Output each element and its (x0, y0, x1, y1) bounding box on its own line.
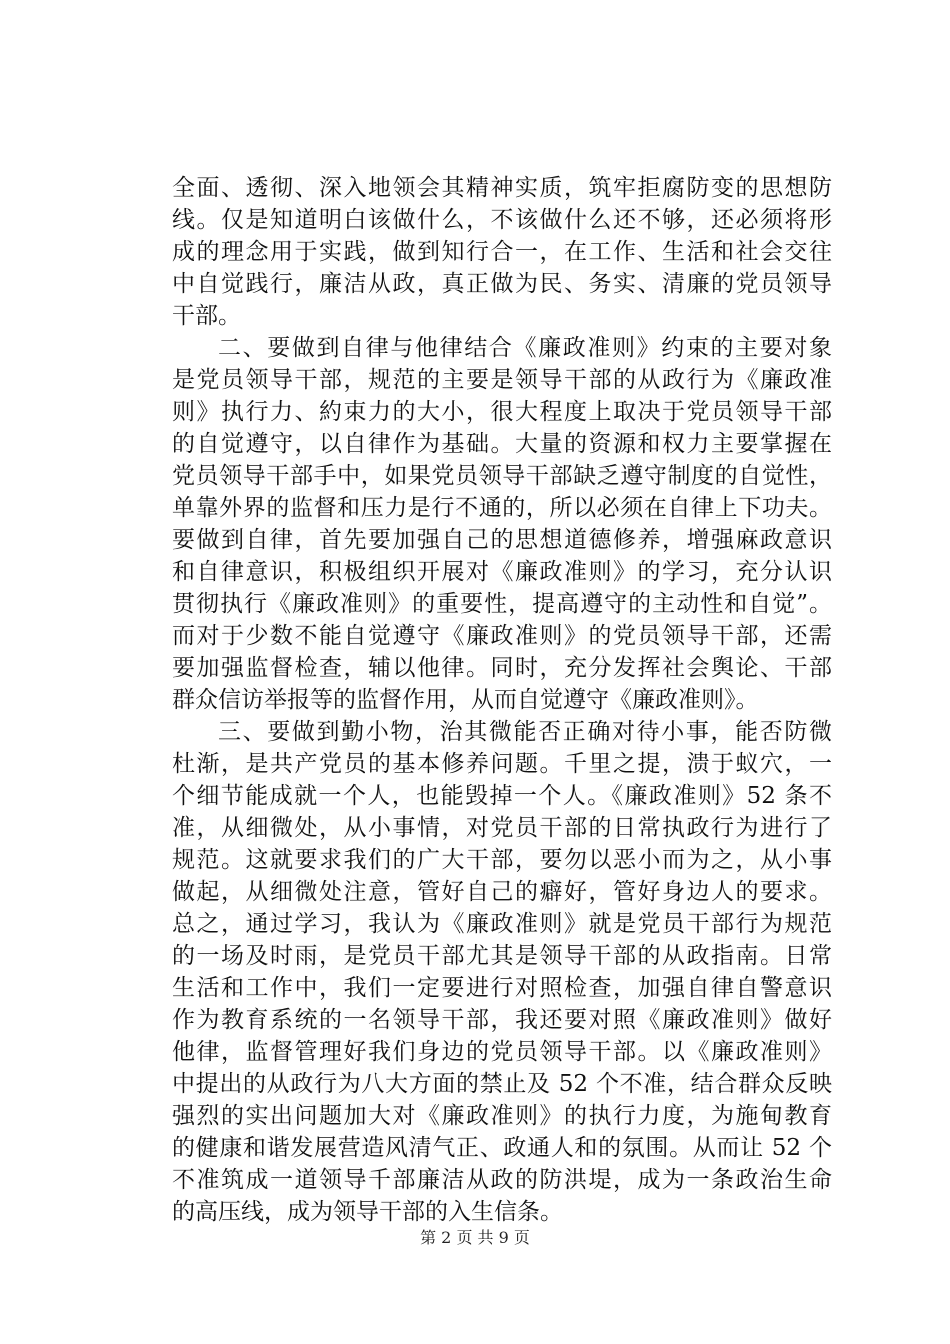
text-line: 做起，从细微处注意，管好自己的癖好，管好身边人的要求。 (172, 879, 832, 905)
text-line: 中自觉践行，廉洁从政，真正做为民、务实、清廉的党员领导 (172, 271, 832, 297)
text-line: 强烈的实出问题加大对《廉政准则》的执行力度，为施甸教育 (172, 1103, 832, 1129)
text-line: 单靠外界的监督和压力是行不通的，所以必须在自律上下功夫。 (172, 495, 832, 521)
text-line: 规范。这就要求我们的广大干部，要勿以恶小而为之，从小事 (172, 847, 832, 873)
text-line: 全面、透彻、深入地领会其精神实质，筑牢拒腐防变的思想防 (172, 175, 832, 201)
body-text (172, 172, 832, 1228)
text-line: 准，从细微处，从小事情，对党员干部的日常执政行为进行了 (172, 815, 832, 841)
text-line: 的高压线，成为领导干部的入生信条。 (172, 1199, 563, 1225)
text-line: 干部。 (172, 303, 241, 329)
text-line: 贯彻执行《廉政准则》的重要性，提高遵守的主动性和自觉”。 (172, 591, 832, 617)
text-line: 则》执行力、約束力的大小，很大程度上取决于党员领导干部 (172, 399, 832, 425)
text-line: 的自觉遵守，以自律作为基础。大量的资源和权力主要掌握在 (172, 431, 832, 457)
text-line: 二、要做到自律与他律结合《廉政准则》约束的主要对象 (218, 335, 832, 361)
text-line: 三、要做到勤小物，治其微能否正确对待小事，能否防微 (218, 719, 832, 745)
text-line: 而对于少数不能自觉遵守《廉政准则》的党员领导干部，还需 (172, 623, 832, 649)
text-line: 党员领导干部手中，如果党员领导干部缺乏遵守制度的自觉性， (172, 463, 832, 489)
text-line: 的健康和谐发展营造风清气正、政通人和的氛围。从而让 52 个 (172, 1135, 832, 1161)
text-line: 总之，通过学习，我认为《廉政准则》就是党员干部行为规范 (172, 911, 832, 937)
text-line: 的一场及时雨，是党员干部尤其是领导干部的从政指南。日常 (172, 943, 832, 969)
text-line: 群众信访举报等的监督作用，从而自觉遵守《廉政准则》。 (172, 687, 759, 713)
text-line: 中提出的从政行为八大方面的禁止及 52 个不准，结合群众反映 (172, 1071, 832, 1097)
text-line: 要做到自律，首先要加强自己的思想道德修养，增强麻政意识 (172, 527, 832, 553)
text-line: 生活和工作中，我们一定要进行对照检查，加强自律自警意识 (172, 975, 832, 1001)
text-line: 线。仅是知道明白该做什么，不该做什么还不够，还必须将形 (172, 207, 832, 233)
page-footer: 第 2 页 共 9 页 (420, 1228, 530, 1247)
text-line: 和自律意识，积极组织开展对《廉政准则》的学习，充分认识 (172, 559, 832, 585)
text-line: 个细节能成就一个人，也能毁掉一个人。《廉政准则》52 条不 (172, 783, 832, 809)
text-line: 他律，监督管理好我们身边的党员领导干部。以《廉政准则》 (172, 1039, 832, 1065)
text-line: 是党员领导干部，规范的主要是领导干部的从政行为《廉政准 (172, 367, 832, 393)
text-line: 杜渐，是共产党员的基本修养问题。千里之提，溃于蚁穴，一 (172, 751, 832, 777)
text-line: 要加强监督检查，辅以他律。同时，充分发挥社会舆论、干部 (172, 655, 832, 681)
text-line: 成的理念用于实践，做到知行合一，在工作、生活和社会交往 (172, 239, 832, 265)
text-line: 作为教育系统的一名领导干部，我还要对照《廉政准则》做好 (172, 1007, 832, 1033)
text-line: 不准筑成一道领导千部廉洁从政的防洪堤，成为一条政治生命 (172, 1167, 832, 1193)
